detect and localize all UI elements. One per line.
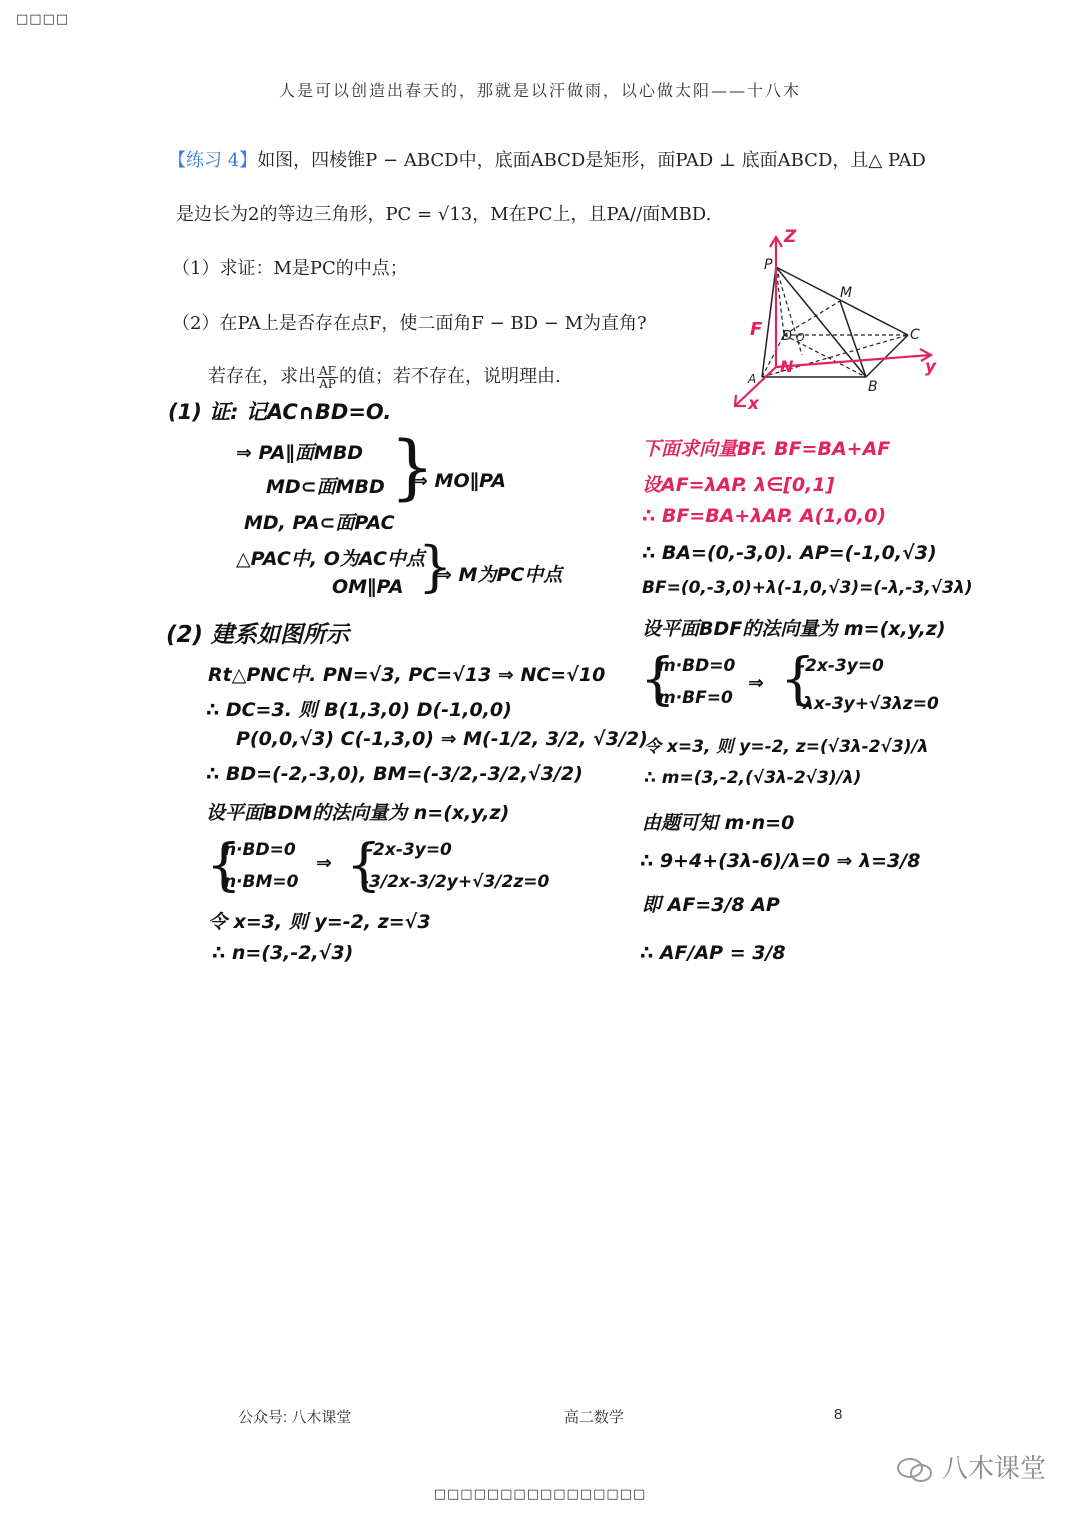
brace-4: { xyxy=(346,833,382,898)
sol-l20: 令 x=3, 则 y=-2, z=√3 xyxy=(208,911,431,933)
sol-l4: MD, PA⊂面PAC xyxy=(244,512,395,534)
sol-r16: 即 AF=3/8 AP xyxy=(642,894,780,916)
sol-l7: OM∥PA xyxy=(332,576,404,598)
q2b-pre: 若存在，求出 xyxy=(208,366,316,387)
label-m: M xyxy=(840,285,853,301)
edge-mb xyxy=(840,301,866,377)
problem-tag: 【练习 4】 xyxy=(168,150,258,171)
sol-r7: m·BD=0 xyxy=(658,656,736,676)
af-ap-fraction xyxy=(317,365,338,390)
brace-3: { xyxy=(206,833,242,898)
sol-r4: ∴ BA=(0,-3,0). AP=(-1,0,√3) xyxy=(642,542,937,564)
label-p: P xyxy=(764,257,773,273)
label-y: y xyxy=(925,357,937,377)
wechat-icon xyxy=(895,1456,935,1484)
label-n: N xyxy=(780,357,794,376)
sol-l17: ⇒ xyxy=(316,852,332,874)
sol-l15: n·BD=0 xyxy=(224,840,296,860)
sol-r12: 令 x=3, 则 y=-2, z=(√3λ-2√3)/λ xyxy=(644,737,929,757)
sol-l3: MD⊂面MBD xyxy=(266,476,385,498)
question-1: （1）求证：M是PC的中点； xyxy=(172,258,408,279)
page-motto: 人是可以创造出春天的，那就是以汗做雨，以心做太阳——十八木 xyxy=(278,81,801,100)
sol-l19: -3/2x-3/2y+√3/2z=0 xyxy=(362,872,550,892)
sol-l6: △PAC中, O为AC中点 xyxy=(236,548,425,570)
label-c: C xyxy=(910,327,920,343)
problem-line-2: 是边长为2的等边三角形，PC = √13，M在PC上，且PA//面MBD. xyxy=(176,204,712,225)
sol-r1: 下面求向量BF. BF=BA+AF xyxy=(642,438,891,460)
sol-l21: ∴ n=(3,-2,√3) xyxy=(212,942,354,964)
sol-r6: 设平面BDF的法向量为 m=(x,y,z) xyxy=(642,618,946,640)
edge-pc xyxy=(776,267,908,335)
corner-glyphs: □□□□ xyxy=(16,12,70,27)
problem-line-1 xyxy=(168,146,926,172)
label-z: Z xyxy=(784,227,797,247)
brace-5: { xyxy=(640,647,676,712)
sol-l12: P(0,0,√3) C(-1,3,0) ⇒ M(-1/2, 3/2, √3/2) xyxy=(236,728,648,750)
sol-r14: 由题可知 m·n=0 xyxy=(642,812,795,834)
sol-r9: ⇒ xyxy=(748,672,764,694)
sol-r8: m·BF=0 xyxy=(658,688,733,708)
sol-l10: Rt△PNC中. PN=√3, PC=√13 ⇒ NC=√10 xyxy=(208,664,606,686)
sol-l2: ⇒ PA∥面MBD xyxy=(236,442,364,464)
sol-r17: ∴ AF/AP = 3/8 xyxy=(640,942,786,964)
brace-1: } xyxy=(390,426,435,508)
sol-r11: -λx-3y+√3λz=0 xyxy=(796,694,939,714)
label-x: x xyxy=(748,394,759,414)
sol-l18: -2x-3y=0 xyxy=(366,840,452,860)
label-f: F xyxy=(750,319,763,340)
footer-page-number: 8 xyxy=(834,1406,843,1423)
footer-subject: 高二数学 xyxy=(564,1409,625,1426)
pyramid-figure xyxy=(720,225,945,415)
edge-pa xyxy=(762,267,776,377)
sol-r13: ∴ m=(3,-2,(√3λ-2√3)/λ) xyxy=(644,768,862,788)
brace-6: { xyxy=(780,647,816,712)
edge-dm xyxy=(784,301,840,335)
edge-pd xyxy=(776,267,784,335)
sol-l14: 设平面BDM的法向量为 n=(x,y,z) xyxy=(206,802,510,824)
problem-text-1: 如图，四棱锥P − ABCD中，底面ABCD是矩形，面PAD ⊥ 底面ABCD，且△ PAD xyxy=(257,150,926,171)
sol-part1-header: (1) 证: 记AC∩BD=O. xyxy=(168,400,392,424)
sol-r3: ∴ BF=BA+λAP. A(1,0,0) xyxy=(642,505,887,527)
label-b: B xyxy=(868,379,878,395)
sol-l5: ⇒ MO∥PA xyxy=(412,470,506,492)
sol-l11: ∴ DC=3. 则 B(1,3,0) D(-1,0,0) xyxy=(206,699,512,721)
question-2: （2）在PA上是否存在点F，使二面角F − BD − M为直角? xyxy=(172,313,647,334)
brace-2: } xyxy=(418,535,453,598)
frac-den: AP xyxy=(319,376,336,391)
sol-r2: 设AF=λAP. λ∈[0,1] xyxy=(642,474,835,496)
sol-l13: ∴ BD=(-2,-3,0), BM=(-3/2,-3/2,√3/2) xyxy=(206,763,583,785)
sol-r5: BF=(0,-3,0)+λ(-1,0,√3)=(-λ,-3,√3λ) xyxy=(642,578,973,598)
frac-num: AF xyxy=(319,363,336,378)
footer-account: 公众号: 八木课堂 xyxy=(238,1409,352,1426)
watermark-text: 八木课堂 xyxy=(941,1453,1046,1483)
sol-l8: ⇒ M为PC中点 xyxy=(436,564,563,586)
wechat-watermark xyxy=(895,1448,1046,1485)
question-2-continued xyxy=(208,362,561,390)
sol-r15: ∴ 9+4+(3λ-6)/λ=0 ⇒ λ=3/8 xyxy=(640,850,921,872)
sol-l16: n·BM=0 xyxy=(224,872,299,892)
sol-part2-header: (2) 建系如图所示 xyxy=(166,622,350,648)
label-d: D xyxy=(782,329,793,344)
q2b-post: 的值；若不存在，说明理由. xyxy=(339,366,561,387)
label-o: O xyxy=(796,331,805,344)
bottom-glyphs: □□□□□□□□□□□□□□□□ xyxy=(433,1487,647,1502)
label-a: A xyxy=(748,372,757,386)
y-axis xyxy=(776,355,930,367)
sol-r10: -2x-3y=0 xyxy=(798,656,884,676)
